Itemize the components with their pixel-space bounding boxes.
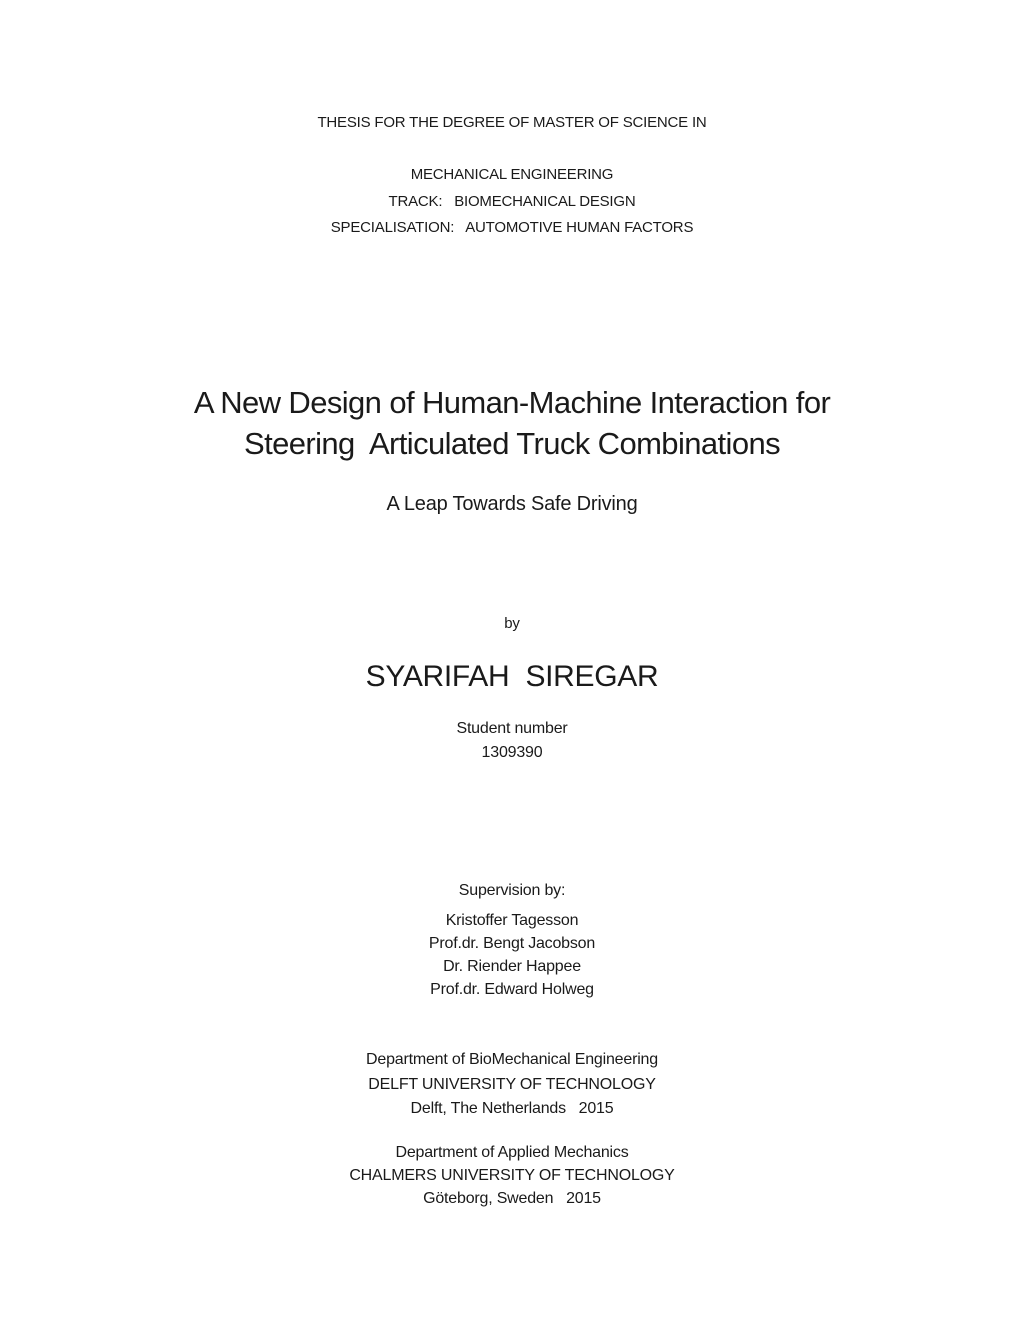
location-delft: Delft, The Netherlands 2015 <box>410 1100 614 1117</box>
by-label: by <box>504 615 520 632</box>
supervisor-name: Dr. Riender Happee <box>443 958 581 975</box>
supervisor-name: Prof.dr. Edward Holweg <box>430 981 594 998</box>
specialisation-line: SPECIALISATION: AUTOMOTIVE HUMAN FACTORS <box>330 219 694 236</box>
supervisor-name: Prof.dr. Bengt Jacobson <box>428 935 596 952</box>
department-delft: Department of BioMechanical Engineering <box>366 1051 658 1068</box>
thesis-title-line-1: A New Design of Human-Machine Interaction for <box>193 385 831 420</box>
student-number-label: Student number <box>456 720 568 737</box>
university-chalmers: CHALMERS UNIVERSITY OF TECHNOLOGY <box>349 1167 675 1184</box>
track-line: TRACK: BIOMECHANICAL DESIGN <box>388 193 636 210</box>
supervisor-name: Kristoffer Tagesson <box>445 912 579 929</box>
thesis-subtitle: A Leap Towards Safe Driving <box>386 493 638 515</box>
supervision-label: Supervision by: <box>458 882 566 899</box>
location-chalmers: Göteborg, Sweden 2015 <box>423 1190 601 1207</box>
programme-line: MECHANICAL ENGINEERING <box>410 166 614 183</box>
university-delft: DELFT UNIVERSITY OF TECHNOLOGY <box>368 1076 656 1093</box>
author-name: SYARIFAH SIREGAR <box>365 660 659 693</box>
department-chalmers: Department of Applied Mechanics <box>395 1144 629 1161</box>
degree-line: THESIS FOR THE DEGREE OF MASTER OF SCIENCE IN <box>317 114 707 131</box>
student-number: 1309390 <box>481 744 543 761</box>
thesis-title-line-2: Steering Articulated Truck Combinations <box>244 426 780 461</box>
